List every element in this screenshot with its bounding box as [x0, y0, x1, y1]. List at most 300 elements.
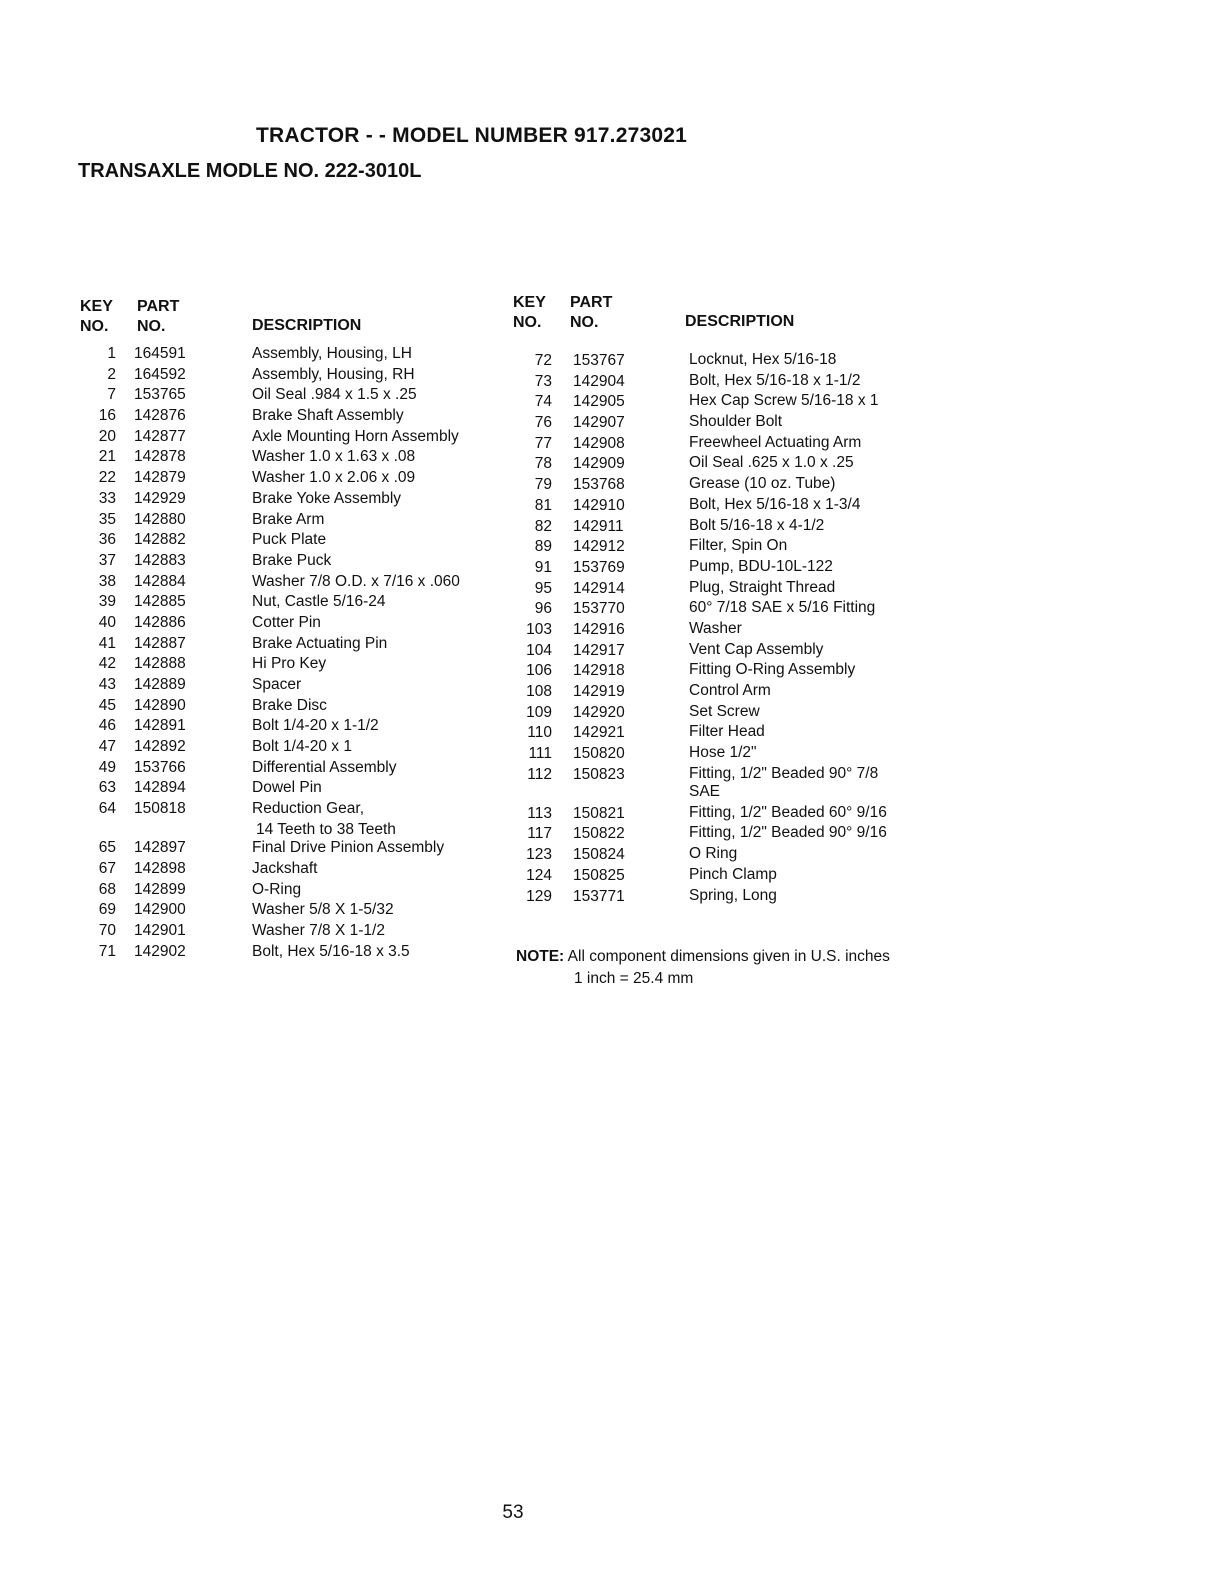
key-no: 37	[98, 551, 116, 569]
part-no: 142884	[134, 572, 186, 590]
table-row	[517, 599, 937, 620]
table-row	[517, 475, 937, 496]
part-description	[252, 468, 492, 489]
table-row	[517, 824, 937, 845]
table-row	[517, 558, 937, 579]
part-no: 153768	[573, 476, 625, 494]
table-row	[517, 392, 937, 413]
key-no: 129	[526, 887, 552, 905]
table-row	[517, 723, 937, 744]
part-no: 142887	[134, 634, 186, 652]
description-line1: Plug, Straight Thread	[689, 578, 836, 596]
part-no: 150821	[573, 804, 625, 822]
part-no: 164592	[134, 365, 186, 383]
description-line1: Washer	[689, 619, 742, 637]
note-line1: All component dimensions given in U.S. inches	[567, 948, 890, 965]
key-no: 113	[527, 804, 552, 822]
part-description	[252, 737, 492, 758]
table-row	[517, 413, 937, 434]
key-no: 49	[98, 758, 116, 776]
description-line1: Puck Plate	[252, 531, 327, 549]
key-no: 74	[534, 393, 552, 411]
description-line1: Bolt, Hex 5/16-18 x 1-1/2	[689, 371, 861, 389]
part-header-line1: PART	[570, 294, 613, 311]
key-no: 91	[534, 558, 552, 576]
description-line1: Pump, BDU-10L-122	[689, 557, 833, 575]
description-line1: O Ring	[689, 845, 738, 863]
part-description	[689, 579, 919, 597]
part-description	[689, 845, 919, 863]
key-no-header-left	[80, 297, 113, 337]
key-no: 42	[98, 655, 116, 673]
description-header-right: DESCRIPTION	[685, 313, 795, 330]
part-no: 150820	[573, 745, 625, 763]
table-row	[517, 454, 937, 475]
description-line1: 60° 7/18 SAE x 5/16 Fitting	[689, 599, 876, 617]
part-no: 142889	[134, 676, 186, 693]
part-description	[689, 723, 919, 741]
description-line1: Freewheel Actuating Arm	[689, 433, 862, 451]
part-description	[689, 392, 919, 410]
key-no: 117	[527, 825, 552, 843]
part-no: 142904	[573, 372, 625, 390]
table-row	[76, 344, 496, 365]
part-description	[689, 744, 919, 762]
key-header-line2: NO.	[80, 318, 109, 335]
part-no: 142878	[134, 448, 186, 466]
part-header-line1: PART	[137, 298, 180, 315]
table-row	[76, 921, 496, 942]
table-row	[76, 385, 496, 406]
part-description	[252, 634, 492, 655]
description-line1: Fitting, 1/2" Beaded 90° 9/16	[689, 824, 887, 842]
part-description	[689, 765, 919, 801]
part-description	[689, 599, 919, 617]
part-no: 142886	[134, 613, 186, 631]
table-row	[517, 351, 937, 372]
key-no: 39	[98, 593, 116, 611]
table-row	[76, 654, 496, 675]
key-no: 64	[98, 800, 116, 818]
table-row	[76, 468, 496, 489]
description-line1: Oil Seal .984 x 1.5 x .25	[252, 386, 417, 404]
part-no: 142897	[134, 839, 186, 857]
part-description	[252, 880, 492, 901]
note-line2: 1 inch = 25.4 mm	[574, 970, 694, 987]
part-no: 142894	[134, 779, 186, 797]
key-header-line1: KEY	[513, 294, 546, 311]
key-no: 76	[534, 414, 552, 432]
part-description	[689, 351, 919, 369]
part-no: 142916	[573, 620, 625, 638]
description-line1: Nut, Castle 5/16-24	[252, 593, 386, 611]
table-row	[76, 592, 496, 613]
part-description	[252, 551, 492, 572]
part-description	[689, 413, 919, 431]
part-no: 142883	[134, 551, 186, 569]
key-no: 35	[98, 510, 116, 528]
table-row	[517, 537, 937, 558]
key-header-line2: NO.	[513, 314, 542, 331]
part-description	[689, 682, 919, 700]
part-description	[252, 530, 492, 551]
part-no: 142880	[134, 510, 186, 528]
part-no: 150822	[573, 825, 625, 843]
part-description	[689, 661, 919, 679]
description-line1: Bolt 1/4-20 x 1	[252, 738, 352, 756]
key-no: 72	[534, 352, 552, 369]
part-no: 142900	[134, 901, 186, 919]
description-line1: Brake Shaft Assembly	[252, 407, 404, 425]
part-no-header-right	[570, 293, 612, 333]
table-row	[76, 551, 496, 572]
key-no: 71	[98, 942, 116, 960]
part-description	[252, 900, 492, 921]
description-line1: Brake Arm	[252, 510, 325, 528]
key-no: 7	[107, 386, 116, 404]
part-no-header-left	[137, 297, 179, 337]
part-no: 142891	[134, 717, 186, 735]
part-no: 150823	[573, 765, 625, 783]
part-description	[252, 427, 492, 448]
part-description	[689, 475, 919, 493]
table-row	[517, 887, 937, 908]
part-no: 142911	[573, 517, 624, 535]
key-no: 124	[526, 866, 552, 884]
description-line1: Final Drive Pinion Assembly	[252, 839, 445, 857]
key-no: 1	[107, 345, 116, 362]
table-row	[76, 838, 496, 859]
description-line1: Spacer	[252, 676, 302, 693]
table-row	[76, 427, 496, 448]
part-header-line2: NO.	[137, 318, 166, 335]
part-description	[689, 866, 919, 884]
description-line1: Fitting, 1/2" Beaded 60° 9/16	[689, 803, 887, 821]
part-description	[252, 510, 492, 531]
key-no: 40	[98, 613, 116, 631]
part-description	[252, 489, 492, 510]
key-no: 78	[534, 455, 552, 473]
part-description	[252, 921, 492, 942]
description-line1: Assembly, Housing, LH	[252, 345, 412, 362]
part-no: 142919	[573, 683, 625, 700]
description-line1: Bolt 5/16-18 x 4-1/2	[689, 516, 825, 534]
key-no: 123	[526, 846, 552, 864]
key-no-header-right	[513, 293, 546, 333]
part-description	[689, 703, 919, 721]
description-line2: 14 Teeth to 38 Teeth	[256, 820, 396, 838]
description-line1: Brake Disc	[252, 696, 327, 714]
description-line1: Pinch Clamp	[689, 865, 777, 883]
key-no: 2	[107, 365, 116, 383]
part-no: 142929	[134, 489, 186, 507]
table-row	[517, 372, 937, 393]
part-no: 142892	[134, 738, 186, 756]
part-description	[689, 517, 919, 535]
key-no: 69	[98, 901, 116, 919]
description-line1: Bolt, Hex 5/16-18 x 1-3/4	[689, 495, 861, 513]
table-row	[76, 942, 496, 963]
table-row	[76, 530, 496, 551]
key-no: 68	[98, 880, 116, 898]
key-no: 63	[98, 779, 116, 797]
part-no: 153771	[573, 887, 625, 905]
part-description	[252, 859, 492, 880]
part-no: 142879	[134, 469, 186, 487]
part-no: 142917	[573, 641, 625, 659]
part-no: 142885	[134, 593, 186, 611]
part-description	[252, 696, 492, 717]
table-row	[76, 799, 496, 838]
table-row	[517, 496, 937, 517]
table-row	[517, 866, 937, 887]
description-line1: Washer 7/8 O.D. x 7/16 x .060	[252, 572, 460, 590]
description-line1: Washer 1.0 x 1.63 x .08	[252, 448, 416, 466]
key-no: 109	[526, 703, 552, 721]
key-no: 79	[534, 476, 552, 494]
part-no: 142908	[573, 434, 625, 452]
key-no: 70	[98, 921, 116, 939]
description-line1: Brake Actuating Pin	[252, 634, 388, 652]
part-no: 142907	[573, 414, 625, 432]
table-row	[76, 613, 496, 634]
part-header-line2: NO.	[570, 314, 599, 331]
part-no: 150825	[573, 866, 625, 884]
part-no: 142898	[134, 859, 186, 877]
table-row	[76, 737, 496, 758]
key-no: 73	[534, 372, 552, 390]
part-description	[252, 365, 492, 386]
part-description	[689, 641, 919, 659]
key-no: 110	[527, 724, 552, 742]
key-no: 20	[98, 427, 116, 445]
key-no: 16	[98, 407, 116, 425]
part-no: 153769	[573, 558, 625, 576]
description-line1: Differential Assembly	[252, 758, 397, 776]
table-row	[517, 744, 937, 765]
part-description	[689, 454, 919, 472]
part-description	[689, 620, 919, 638]
key-no: 111	[528, 745, 552, 763]
description-header-left: DESCRIPTION	[252, 317, 362, 334]
part-description	[252, 613, 492, 634]
part-no: 142905	[573, 393, 625, 411]
table-row	[517, 765, 937, 804]
key-no: 36	[98, 531, 116, 549]
part-description	[689, 887, 919, 905]
key-no: 33	[98, 489, 116, 507]
part-no: 142912	[573, 538, 625, 556]
table-row	[76, 778, 496, 799]
description-line1: Locknut, Hex 5/16-18	[689, 351, 837, 368]
part-description	[689, 804, 919, 822]
key-no: 43	[98, 676, 116, 693]
table-row	[517, 682, 937, 703]
part-description	[252, 344, 492, 365]
part-description	[252, 447, 492, 468]
description-line1: Washer 5/8 X 1-5/32	[252, 901, 394, 919]
key-no: 104	[526, 641, 552, 659]
key-no: 106	[526, 662, 552, 680]
description-line1: Hex Cap Screw 5/16-18 x 1	[689, 392, 879, 410]
description-line1: Filter, Spin On	[689, 537, 788, 555]
part-description	[689, 537, 919, 555]
key-no: 95	[534, 579, 552, 597]
key-no: 103	[526, 620, 552, 638]
part-description	[252, 675, 492, 696]
description-line1: Washer 1.0 x 2.06 x .09	[252, 469, 416, 487]
part-description	[252, 716, 492, 737]
table-row	[76, 447, 496, 468]
table-row	[76, 716, 496, 737]
part-no: 142899	[134, 880, 186, 898]
table-row	[76, 406, 496, 427]
description-line1: Filter Head	[689, 723, 765, 741]
description-line1: Cotter Pin	[252, 613, 321, 631]
part-description	[252, 406, 492, 427]
table-row	[517, 641, 937, 662]
part-no: 153770	[573, 600, 625, 618]
table-row	[76, 572, 496, 593]
description-line1: Vent Cap Assembly	[689, 640, 824, 658]
table-row	[76, 696, 496, 717]
part-no: 150818	[134, 800, 186, 818]
table-row	[517, 434, 937, 455]
part-description	[252, 572, 492, 593]
description-line1: Dowel Pin	[252, 779, 322, 797]
description-line1: Brake Yoke Assembly	[252, 489, 402, 507]
part-no: 153766	[134, 758, 186, 776]
key-no: 65	[98, 839, 116, 857]
part-no: 142914	[573, 579, 625, 597]
part-no: 142910	[573, 496, 625, 514]
part-no: 142909	[573, 455, 625, 473]
description-line1: Oil Seal .625 x 1.0 x .25	[689, 454, 854, 472]
key-no: 45	[98, 696, 116, 714]
part-no: 142902	[134, 942, 186, 960]
description-line1: Hose 1/2"	[689, 744, 757, 762]
table-row	[76, 859, 496, 880]
part-description	[252, 838, 492, 859]
part-description	[689, 434, 919, 452]
table-row	[76, 880, 496, 901]
key-no: 21	[98, 448, 116, 466]
key-no: 46	[98, 717, 116, 735]
table-row	[517, 703, 937, 724]
table-row	[76, 365, 496, 386]
part-description	[689, 372, 919, 390]
description-line1: Washer 7/8 X 1-1/2	[252, 921, 385, 939]
table-row	[76, 634, 496, 655]
part-description	[252, 799, 492, 840]
description-line1: Bolt 1/4-20 x 1-1/2	[252, 717, 379, 735]
table-row	[517, 804, 937, 825]
table-row	[76, 489, 496, 510]
description-line1: Grease (10 oz. Tube)	[689, 475, 836, 493]
part-description	[252, 778, 492, 799]
key-no: 81	[534, 496, 552, 514]
table-row	[76, 758, 496, 779]
page-subtitle: TRANSAXLE MODLE NO. 222-3010L	[78, 160, 422, 182]
part-no: 142920	[573, 703, 625, 721]
part-no: 142890	[134, 696, 186, 714]
key-no: 47	[98, 738, 116, 756]
part-no: 142876	[134, 407, 186, 425]
description-line2: SAE	[689, 782, 721, 800]
key-no: 108	[526, 683, 552, 700]
key-no: 22	[98, 469, 116, 487]
key-no: 41	[98, 634, 116, 652]
description-line1: Bolt, Hex 5/16-18 x 3.5	[252, 942, 410, 960]
part-no: 142888	[134, 655, 186, 673]
key-no: 89	[534, 538, 552, 556]
part-no: 164591	[134, 345, 186, 362]
description-line1: O-Ring	[252, 880, 302, 898]
description-line1: Control Arm	[689, 682, 771, 699]
dimensions-note	[516, 946, 890, 990]
page-number: 53	[502, 1502, 524, 1523]
table-row	[517, 620, 937, 641]
table-row	[517, 661, 937, 682]
part-description	[689, 558, 919, 576]
key-no: 82	[534, 517, 552, 535]
description-line1: Spring, Long	[689, 886, 777, 904]
part-description	[252, 385, 492, 406]
key-no: 77	[534, 434, 552, 452]
description-line1: Shoulder Bolt	[689, 413, 783, 431]
part-description	[689, 496, 919, 514]
key-no: 38	[98, 572, 116, 590]
description-line1: Hi Pro Key	[252, 655, 327, 673]
part-no: 150824	[573, 846, 625, 864]
description-line1: Fitting O-Ring Assembly	[689, 661, 856, 679]
part-no: 142882	[134, 531, 186, 549]
description-line1: Axle Mounting Horn Assembly	[252, 427, 459, 445]
description-line1: Assembly, Housing, RH	[252, 365, 415, 383]
key-header-line1: KEY	[80, 298, 113, 315]
description-line1: Reduction Gear,	[252, 800, 365, 818]
part-description	[252, 592, 492, 613]
note-label: NOTE:	[516, 948, 565, 965]
part-description	[252, 942, 492, 963]
table-row	[517, 517, 937, 538]
part-description	[689, 824, 919, 842]
key-no: 112	[527, 765, 552, 783]
table-row	[76, 900, 496, 921]
key-no: 96	[534, 600, 552, 618]
table-row	[517, 845, 937, 866]
parts-list-right	[517, 351, 937, 907]
part-no: 142921	[573, 724, 625, 742]
part-no: 142877	[134, 427, 186, 445]
description-line1: Fitting, 1/2" Beaded 90° 7/8	[689, 764, 879, 782]
part-no: 142901	[134, 921, 186, 939]
part-no: 153765	[134, 386, 186, 404]
parts-list-left	[76, 344, 496, 962]
description-line1: Brake Puck	[252, 551, 332, 569]
part-no: 153767	[573, 352, 625, 369]
description-line1: Set Screw	[689, 702, 760, 720]
description-line1: Jackshaft	[252, 859, 318, 877]
part-description	[252, 654, 492, 675]
table-row	[76, 675, 496, 696]
table-row	[517, 579, 937, 600]
key-no: 67	[98, 859, 116, 877]
part-no: 142918	[573, 662, 625, 680]
part-description	[252, 758, 492, 779]
page-title: TRACTOR - - MODEL NUMBER 917.273021	[256, 124, 687, 147]
table-row	[76, 510, 496, 531]
